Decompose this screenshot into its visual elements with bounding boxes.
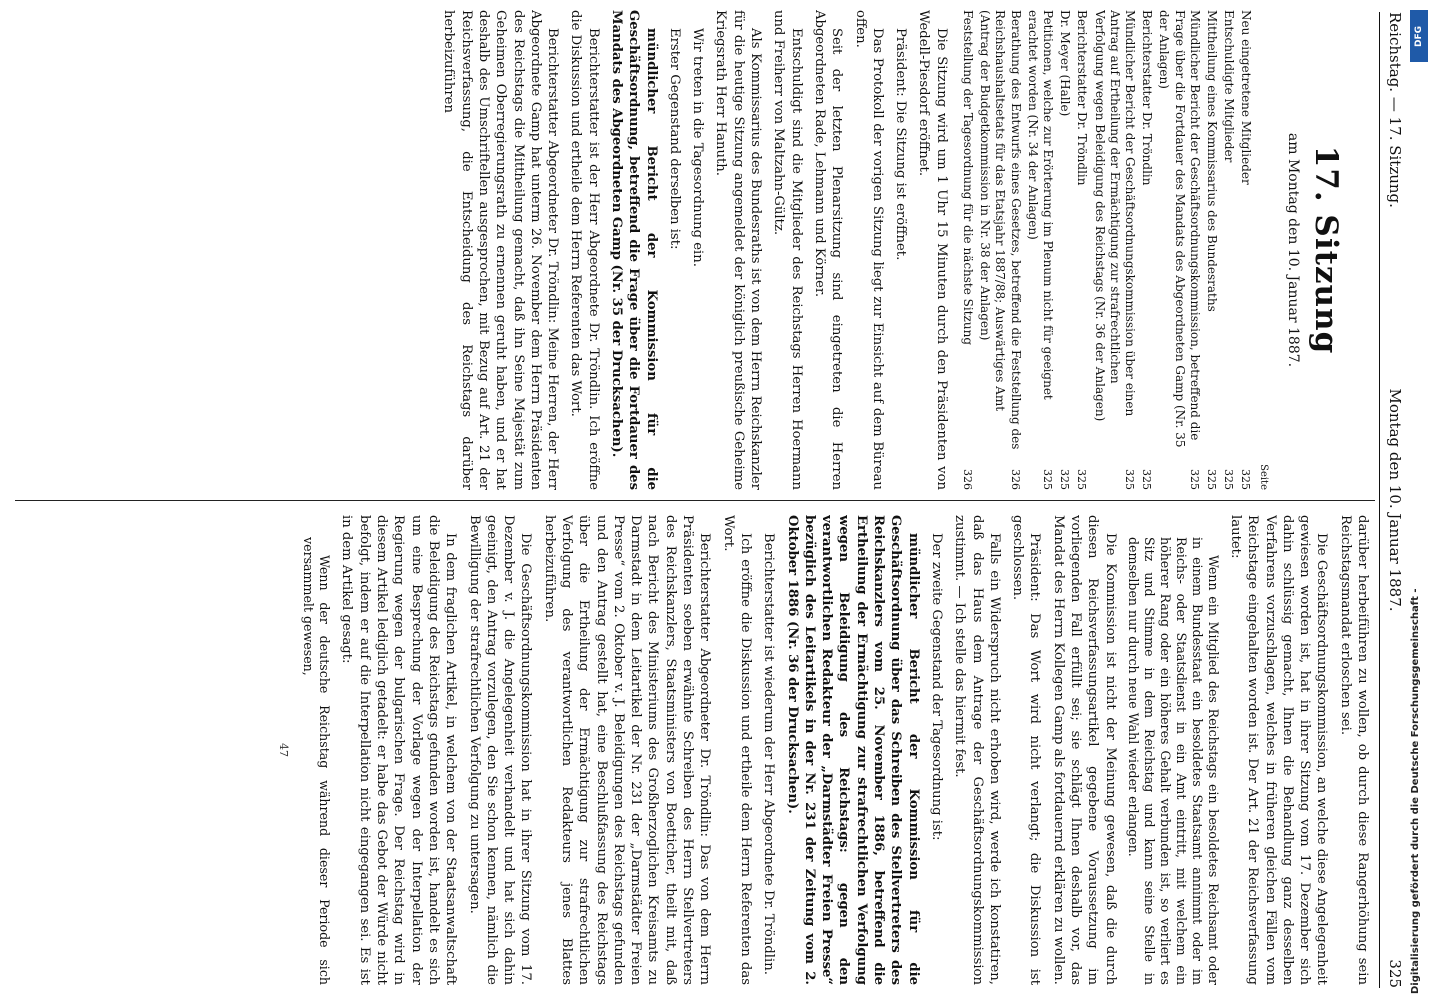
toc-entry xyxy=(1139,10,1154,490)
page-number: 325 xyxy=(1386,959,1404,988)
toc-entry-page: 325 xyxy=(1040,469,1054,490)
toc-entry-text: Berichterstatter Dr. Tröndlin xyxy=(1075,10,1090,186)
dfg-notice-strip xyxy=(1402,4,1430,996)
column-divider xyxy=(15,500,1375,501)
toc-entry-text: Mittheilung eines Kommissarius des Bundesraths xyxy=(1205,10,1219,312)
toc-entry-page: 325 xyxy=(1187,469,1201,490)
session-date: am Montag den 10. Januar 1887. xyxy=(1285,132,1301,368)
paragraph: Die Geschäftsordnungskommission, an welche diese Angelegenheit gewiesen worden ist, hat in ihrer Sitzung vom 17. Dezember sich dahin schlüssig gemacht, Ihnen die Behandlung ganz desselben Verfahrens vorzuschlagen, welches in früheren gleichen Fällen vom Reichstage eingehalten worden ist. Der Art. 21 der Reichsverfassung lautet: xyxy=(1227,515,1330,985)
table-of-contents xyxy=(960,10,1254,490)
toc-entry xyxy=(1025,10,1055,490)
paragraph: Wir treten in die Tagesordnung ein. xyxy=(690,28,706,267)
toc-entry xyxy=(960,10,975,490)
dfg-notice: Digitalisierung gefördert durch die Deutsche Forschungsgemeinschaft - xyxy=(1410,588,1421,994)
toc-entry-page: 325 xyxy=(1140,469,1154,490)
toc-entry-text: Mündlicher Bericht der Geschäftsordnungskommission, betreffend die Frage über die Fortdauer des Mandats des Abgeordneten Gamp (Nr. 35 der Anlagen) xyxy=(1157,10,1202,448)
article-quote: Wenn ein Mitglied des Reichstags ein besoldetes Reichsamt oder in einem Bundesstaat ein besoldetes Staatsamt annimmt oder im Reichs- oder Staatsdienst in ein Amt eintritt, mit welchem ein höherer Rang oder ein höheres Gehalt verbunden ist, so verliert es Sitz und Stimme in dem Reichstag und kann seine Stelle in demselben nur durch neue Wahl wieder erlangen. xyxy=(1125,537,1221,985)
toc-entry xyxy=(1091,10,1137,490)
toc-entry-page: 325 xyxy=(1122,469,1136,490)
paragraph: Berichterstatter ist der Herr Abgeordnete Dr. Tröndlin. Ich eröffne die Diskussion und ertheile dem Herrn Referenten das Wort. xyxy=(568,10,601,490)
paragraph: Ich eröffne die Diskussion und ertheile dem Herrn Referenten das Wort. xyxy=(720,515,753,985)
paragraph: Die Sitzung wird um 1 Uhr 15 Minuten durch den Präsidenten von Wedell-Piesdorf eröffnet. xyxy=(916,10,949,490)
toc-entry xyxy=(1156,10,1202,490)
toc-entry xyxy=(1221,10,1236,490)
toc-entry xyxy=(1204,10,1219,490)
toc-entry-text: Berathung des Entwurfs eines Gesetzes, betreffend die Feststellung des Reichshaushaltsetats für das Etatsjahr 1887/88; Auswärtiges Amt (Antrag der Budgetkommission in Nr. 38 der Anlagen) xyxy=(978,10,1023,450)
paragraph: Präsident: Die Sitzung ist eröffnet. xyxy=(893,28,909,261)
running-head xyxy=(1381,12,1403,988)
toc-entry-page: 326 xyxy=(960,469,974,490)
toc-entry-text: Dr. Meyer (Halle) xyxy=(1058,10,1073,117)
toc-entry-page: 325 xyxy=(1222,469,1236,490)
running-head-left: Reichstag. — 17. Sitzung. xyxy=(1386,12,1404,208)
toc-entry-page: 325 xyxy=(1205,469,1218,490)
paragraph: darüber herbeiführen zu wollen, ob durch diese Rangerhöhung sein Reichstagsmandat erloschen sei. xyxy=(1337,515,1370,985)
signature-mark: 47 xyxy=(277,743,291,757)
toc-entry-text: Mündlicher Bericht der Geschäftsordnungskommission über einen Antrag auf Ertheilung der Ermächtigung zur strafrechtlichen Verfolgung wegen Beleidigung des Reichstags (Nr. 36 der Anlagen) xyxy=(1092,10,1137,422)
toc-entry-text: Entschuldigte Mitglieder xyxy=(1222,10,1237,163)
dfg-logo: DFG xyxy=(1410,10,1428,62)
toc-page-header: Seite xyxy=(1257,464,1269,490)
quoted-text: Wenn der deutsche Reichstag während dieser Periode sich versammelt gewesen, xyxy=(301,537,333,985)
paragraph: Berichterstatter Abgeordneter Dr. Tröndlin: Meine Herren, der Herr Abgeordnete Gamp hat unterm 26. November dem Herrn Präsidenten des Reichstags die Mittheilung gemacht, daß ihn Seine Majestät zum Geheimen Oberregierungsrath zu ernennen geruht haben, und er hat deshalb des Umschriftellen ausgesprochen, mit Bezug auf Art. 21 der Reichsverfassung, die Entscheidung des Reichstags darüber herbeizuführen xyxy=(441,10,561,490)
paragraph: Berichterstatter ist wiederum der Herr Abgeordnete Dr. Tröndlin. xyxy=(761,533,777,975)
header-rule xyxy=(1379,12,1380,988)
toc-entry xyxy=(1057,10,1072,490)
toc-entry-page: 325 xyxy=(1058,469,1072,490)
paragraph: Der zweite Gegenstand der Tagesordnung ist: xyxy=(928,533,944,841)
session-title: 17. Sitzung xyxy=(1308,145,1344,355)
toc-entry-text: Berichterstatter Dr. Tröndlin xyxy=(1140,10,1155,186)
paragraph: Falls ein Widerspruch nicht erhoben wird, werde ich konstatiren, daß das Haus dem Antrage der Geschäftsordnungskommission zustimmt. — Ich stelle das hiermit fest. xyxy=(952,515,1002,985)
toc-entry xyxy=(1074,10,1089,490)
running-head-date: Montag den 10. Januar 1887. xyxy=(1386,388,1404,612)
toc-entry xyxy=(1238,10,1253,490)
agenda-item-heading: mündlicher Bericht der Kommission für die Geschäftsordnung über das Schreiben des Stellvertreters des Reichskanzlers vom 25. November 1886, betreffend die Ertheilung der Ermächtigung zur strafrechtlichen Verfolgung wegen Beleidigung des Reichstags: gegen den verantwortlichen Redakteur der „Darmstädter Freien Presse“ bezüglich des Leitartikels in der Nr. 231 der Zeitung vom 2. Oktober 1886 (Nr. 36 der Drucksachen). xyxy=(784,515,921,985)
paragraph: Präsident: Das Wort wird nicht verlangt; die Diskussion ist geschlossen. xyxy=(1010,515,1043,985)
toc-entry-page: 326 xyxy=(1008,469,1022,490)
toc-entry xyxy=(977,10,1023,490)
left-column-body xyxy=(440,10,950,490)
paragraph: Entschuldigt sind die Mitglieder des Reichstags Herren Hoermann und Freiherr von Maltzahn-Gültz. xyxy=(771,10,804,490)
paragraph: Berichterstatter Abgeordneter Dr. Tröndlin: Das von dem Herrn Präsidenten soeben erwähnte Schreiben des Herrn Stellvertreters des Reichskanzlers, Staatsministers von Boetticher, theilt mit, daß nach Bericht des Ministeriums des Großherzoglichen Kreisamts zu Darmstadt in dem Leitartikel der Nr. 231 der „Darmstädter Freien Presse“ vom 2. Oktober v. J. Beleidigungen des Reichstags gefunden und den Antrag gestellt hat, eine Beschlußfassung des Reichstags über die Ertheilung der Ermächtigung zur strafrechtlichen Verfolgung des verantwortlichen Redakteurs jenes Blattes herbeizuführen. xyxy=(541,515,713,985)
paragraph: Die Geschäftsordnungskommission hat in ihrer Sitzung vom 17. Dezember v. J. die Angelegenheit verhandelt und hat sich dahin geeinigt, den Antrag vorzulegen, den Sie schon kennen, nämlich die Bewilligung der strafrechtlichen Verfolgung zu untersagen. xyxy=(466,515,534,985)
paragraph: Als Kommissarius des Bundesraths ist von dem Herrn Reichskanzler für die heutige Sitzung angemeldet der königlich preußische Geheime Kriegsrath Herr Hanuth. xyxy=(713,10,764,490)
left-column xyxy=(434,10,1371,490)
scanned-document-page xyxy=(5,0,1405,1000)
paragraph: Erster Gegenstand derselben ist: xyxy=(666,28,682,250)
paragraph: Das Protokoll der vorigen Sitzung liegt zur Einsicht auf dem Büreau offen. xyxy=(852,10,885,490)
toc-entry-text: Feststellung der Tagesordnung für die nächste Sitzung xyxy=(960,10,975,346)
paragraph: In dem fraglichen Artikel, in welchem von der Staatsanwaltschaft die Beleidigung des Reichstags gefunden worden ist, handelt es sich um eine Besprechung der Vorlage wegen der Interpellation der Regierung wegen der bulgarischen Frage. Der Reichstag wird in diesem Artikel lediglich getadelt: er habe das Gebot der Würde nicht befolgt, indem er auf die Interpellation nicht eingegangen sei. Es ist in dem Artikel gesagt: xyxy=(339,515,459,985)
toc-entry-text: Neu eingetretene Mitglieder xyxy=(1239,10,1254,185)
paragraph: Die Kommission ist nicht der Meinung gewesen, daß die durch diesen Reichsverfassungsartikel gegebene Voraussetzung im vorliegenden Fall erfüllt sei; sie schlägt Ihnen deshalb vor, das Mandat des Herrn Kollegen Gamp als fortdauernd erklären zu wollen. xyxy=(1050,515,1118,985)
toc-entry-page: 325 xyxy=(1075,469,1089,490)
right-column xyxy=(275,515,1371,985)
toc-entry-text: Petitionen, welche zur Erörterung im Plenum nicht für geeignet erachtet worden (Nr. 34 der Anlagen) xyxy=(1025,10,1055,400)
paragraph: Seit der letzten Plenarsitzung sind eingetreten die Herren Abgeordneten Rade, Lehmann und Körner. xyxy=(811,10,845,490)
toc-entry-page: 325 xyxy=(1239,469,1253,490)
agenda-item-heading: mündlicher Bericht der Kommission für die Geschäftsordnung, betreffend die Frage über die Fortdauer des Mandats des Abgeordneten Gamp (Nr. 35 der Drucksachen). xyxy=(609,10,659,490)
